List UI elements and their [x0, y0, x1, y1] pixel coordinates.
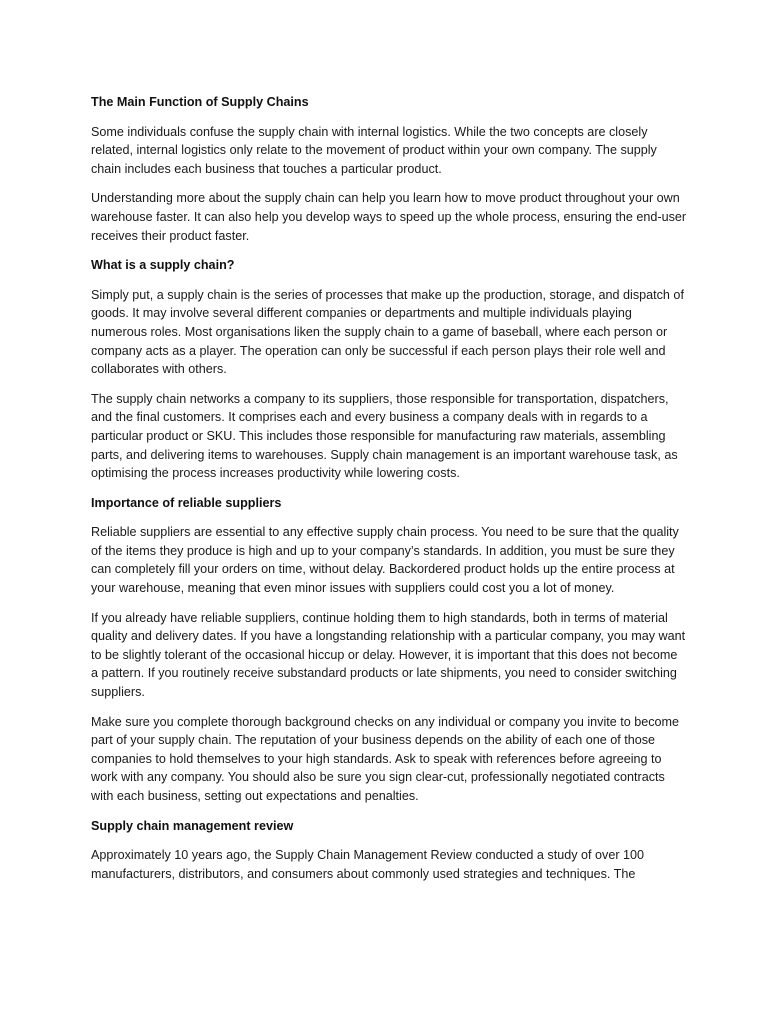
document-body: [91, 93, 687, 894]
paragraph-management-review-study: Approximately 10 years ago, the Supply Chain Management Review conducted a study of over 100 manufacturers, distributors, and consumers about commonly used strategies and techniques. The: [91, 848, 645, 881]
heading-what-is-supply-chain: What is a supply chain?: [91, 258, 235, 273]
paragraph-holding-standards: If you already have reliable suppliers, continue holding them to high standards, both in terms of material quality and delivery dates. If you have a longstanding relationship with a particular company, you may want to be slightly tolerant of the occasional hiccup or delay. However, it is important that this does not become a pattern. If you routinely receive substandard products or late shipments, you need to consider switching suppliers.: [91, 610, 686, 700]
heading-management-review: Supply chain management review: [91, 818, 294, 833]
paragraph-supply-chain-network: The supply chain networks a company to its suppliers, those responsible for transportation, dispatchers, and the final customers. It comprises each and every business a company deals with in regards to a particular product or SKU. This includes those responsible for manufacturing raw materials, assembling parts, and delivering items to warehouses. Supply chain management is an important warehouse task, as optimising the process increases productivity while lowering costs.: [91, 391, 678, 481]
paragraph-background-checks: Make sure you complete thorough background checks on any individual or company you invite to become part of your supply chain. The reputation of your business depends on the ability of each one of those companies to hold themselves to your high standards. Ask to speak with references before agreeing to work with any company. You should also be sure you sign clear-cut, professionally negotiated contracts with each business, setting out expectations and penalties.: [91, 714, 680, 803]
heading-reliable-suppliers: Importance of reliable suppliers: [91, 495, 282, 510]
document-title: The Main Function of Supply Chains: [91, 95, 309, 109]
paragraph-understanding-supply-chain: Understanding more about the supply chain can help you learn how to move product throughout your own warehouse faster. It can also help you develop ways to speed up the whole process, ensuring the end-user receives their product faster.: [91, 191, 687, 243]
paragraph-reliable-suppliers-essential: Reliable suppliers are essential to any effective supply chain process. You need to be sure that the quality of the items they produce is high and up to your company’s standards. In addition, you must be sure they can completely fill your orders on time, without delay. Backordered product holds up the entire process at your warehouse, meaning that even minor issues with suppliers could cost you a lot of money.: [91, 525, 679, 596]
paragraph-supply-chain-definition: Simply put, a supply chain is the series of processes that make up the production, storage, and dispatch of goods. It may involve several different companies or departments and multiple individuals playing numerous roles. Most organisations liken the supply chain to a game of baseball, where each person or company acts as a player. The operation can only be successful if each person plays their role well and collaborates with others.: [91, 287, 684, 377]
paragraph-supply-vs-logistics: Some individuals confuse the supply chain with internal logistics. While the two concepts are closely related, internal logistics only relate to the movement of product within your own company. The supply chain includes each business that touches a particular product.: [91, 124, 657, 176]
